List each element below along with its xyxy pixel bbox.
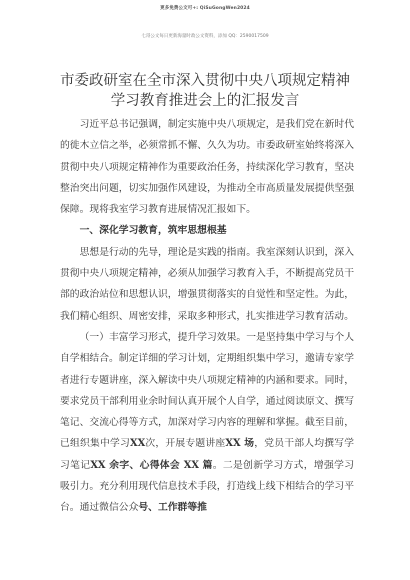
intro-paragraph: 习近平总书记强调，制定实施中央八项规定，是我们党在新时代的徙木立信之举，必须常抓不懈、久久为功。市委政研室始终将深入贯彻中央八项规定精神作为重要政治任务，持续深化学习教育，坚决整治突出问题，切实加强作风建设，为推动全市高质量发展提供坚强保障。现将我室学习教育进展情况汇报如下。 (60, 119, 354, 216)
paragraph-text: ，党员干部人均撰写学习笔记 (60, 438, 355, 471)
paragraph-text: 次，开展专题讲座 (145, 438, 226, 450)
source-note: 七哥公文每日更新海量时政公文资料，添加 QQ：2590017509 (141, 34, 269, 39)
body-paragraph-2 (60, 327, 354, 519)
paragraph-text: 号、工作群等推 (138, 502, 207, 514)
count-value: XX (130, 438, 146, 450)
document-title: 市委政研室在全市深入贯彻中央八项规定精神学习教育推进会上的汇报发言 (60, 73, 350, 109)
paragraph-text: 。二是创新学习方式，增强学习吸引力。充分利用现代信息技术手段，打造线上线下相结合的学习平台。通过微信公众 (60, 459, 354, 514)
count-value: XX 余字、心得体会 XX 篇 (90, 459, 213, 471)
section-heading: 一、深化学习教育，筑牢思想根基 (79, 225, 227, 237)
body-paragraph: 思想是行动的先导，理论是实践的指南。我室深刻认识到，深入贯彻中央八项规定精神，必须从加强学习教育入手，不断提高党员干部的政治站位和思想认识，增强贯彻落实的自觉性和坚定性。为此，我们精心组织、周密安排，采取多种形式，扎实推进学习教育活动。 (60, 246, 354, 322)
subsection-lead: （一）丰富学习形式，提升学习效果。 (79, 331, 247, 343)
count-value: XX 场 (225, 438, 255, 450)
paragraph-text: 一是坚持集中学习与个人自学相结合。制定详细的学习计划，定期组织集中学习，邀请专家学者进行专题讲座，深入解读中央八项规定精神的内涵和要求。同时，要求党员干部利用业余时间认真开展个人自学，通过阅读原文、撰写笔记、交流心得等方式，加深对学习内容的理解和掌握。截至目前，已组织集中学习 (60, 331, 355, 450)
document-body (60, 114, 354, 519)
watermark-header: 更多免费公文可+: QiSuGongWen2024 (160, 6, 250, 11)
